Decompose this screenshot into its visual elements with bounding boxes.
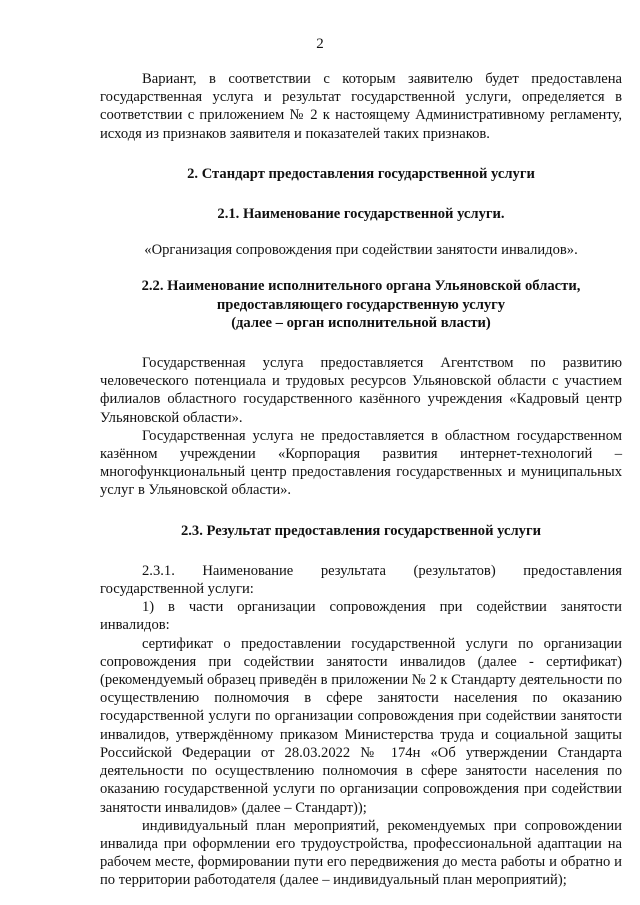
section-2-2-heading-line-2: предоставляющего государственную услугу bbox=[216, 296, 506, 313]
document-body bbox=[100, 70, 622, 890]
section-2-3-heading: 2.3. Результат предоставления государственной услуги bbox=[180, 522, 542, 539]
result-name-paragraph: 2.3.1. Наименование результата (результатов) предоставления государственной услуги: bbox=[100, 562, 622, 598]
section-2-2-heading-line-1: 2.2. Наименование исполнительного органа Ульяновской области, bbox=[141, 278, 581, 295]
section-2-heading: 2. Стандарт предоставления государственной услуги bbox=[187, 165, 535, 182]
agency-paragraph: Государственная услуга предоставляется Агентством по развитию человеческого потенциала и трудовых ресурсов Ульяновской области с участием филиалов областного государственного казённого учреждения «Кадровый центр Ульяновской области». bbox=[100, 355, 622, 426]
result-item-1: 1) в части организации сопровождения при содействии занятости инвалидов: bbox=[100, 599, 622, 634]
page-number: 2 bbox=[316, 36, 324, 52]
section-2-2-heading bbox=[100, 277, 622, 332]
intro-paragraph: Вариант, в соответствии с которым заявителю будет предоставлена государственная услуга и результат государственной услуги, определяется в соответствии с приложением № 2 к настоящему Административному регламенту, исходя из признаков заявителя и показателей таких признаков. bbox=[100, 71, 622, 142]
individual-plan-paragraph: индивидуальный план мероприятий, рекомендуемых при сопровождении инвалида при оформлении его трудоустройства, профессиональной адаптации на рабочем месте, формировании пути его передвижения до места работы и обратно и по территории работодателя (далее – индивидуальный план мероприятий); bbox=[100, 817, 622, 889]
section-2-2-heading-line-3: (далее – орган исполнительной власти) bbox=[231, 314, 491, 331]
section-2-1-heading: 2.1. Наименование государственной услуги. bbox=[217, 206, 505, 223]
certificate-paragraph: сертификат о предоставлении государственной услуги по организации сопровождения при содействии занятости инвалидов (далее - сертификат) (рекомендуемый образец приведён в приложении № 2 к Стандарту деятельности по осуществлению полномочия в сфере занятости населения по оказанию государственной услуги по организации сопровождения при содействии занятости инвалидов, утверждённому приказом Министерства труда и социальной защиты Российской Федерации от 28.03.2022 № 174н «Об утверждении Стандарта деятельности по осуществлению полномочия в сфере занятости населения по оказанию государственной услуги по организации сопровождения при содействии занятости инвалидов» (далее – Стандарт)); bbox=[100, 635, 622, 816]
service-name: «Организация сопровождения при содействии занятости инвалидов». bbox=[144, 242, 578, 259]
mfc-paragraph: Государственная услуга не предоставляется в областном государственном казённом учреждении «Корпорация развития интернет-технологий – многофункциональный центр предоставления государственных и муниципальных услуг в Ульяновской области». bbox=[100, 427, 622, 499]
